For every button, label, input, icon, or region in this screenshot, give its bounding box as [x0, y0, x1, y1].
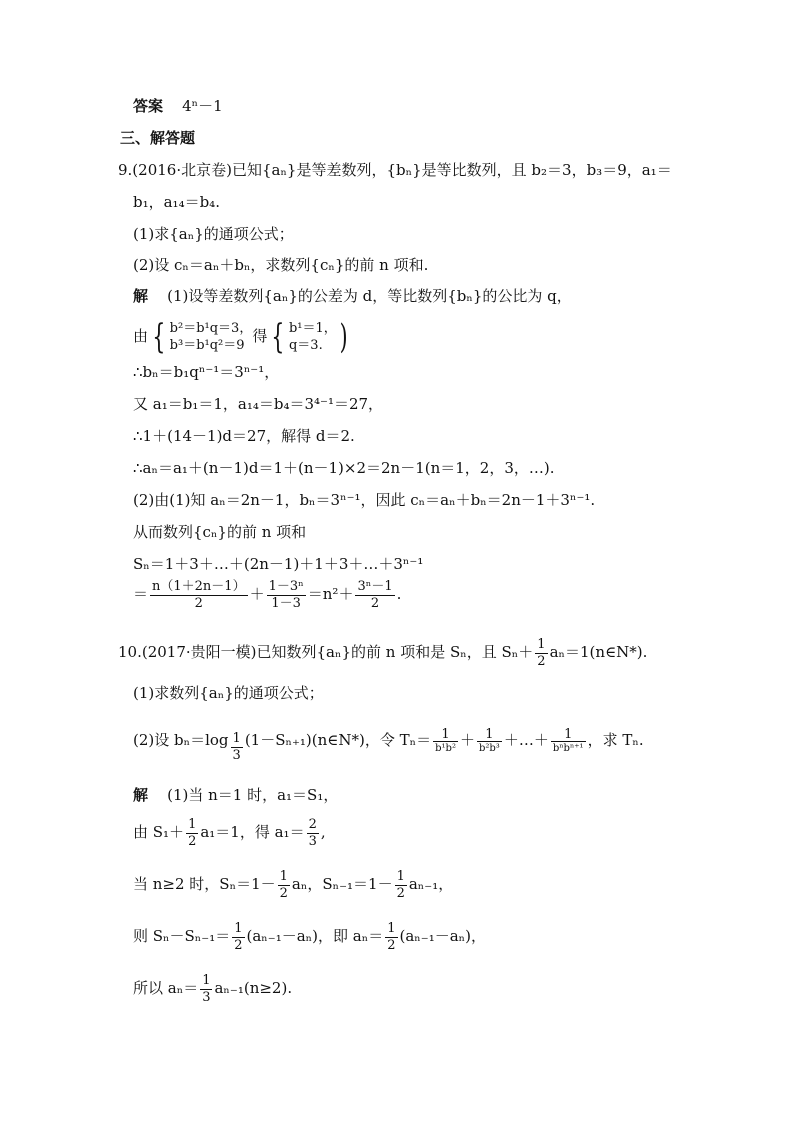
q9-sum-result: ＝ $\frac{n(1+2n-1)}{2}$ ＋ $\frac{\text{1－3ⁿ}}{1-3}$ ＝n²＋ $\frac{\text{3ⁿ－1}}{2}$ .	[133, 578, 402, 611]
q10-step5: 所以 aₙ＝ $\frac{1}{3}$ aₙ₋₁(n≥2).	[133, 972, 293, 1005]
q9-solution-label: 解	[133, 287, 149, 305]
system-left	[170, 320, 253, 354]
fraction-log-base: $\frac{1}{3}$	[232, 731, 241, 763]
system-then: 得	[252, 327, 268, 345]
answer-line	[133, 96, 223, 116]
fraction: $\frac{\text{3ⁿ－1}}{2}$	[357, 578, 393, 611]
fraction: $\frac{1}{3}$	[202, 972, 211, 1005]
fraction: $\frac{1}{2}$	[387, 920, 396, 953]
left-brace: {	[271, 317, 285, 357]
fraction-term2: $\frac{1}{\text{b²b³}}$	[478, 726, 500, 754]
q9-step8: 从而数列{cₙ}的前 n 项和	[133, 523, 307, 541]
q9-solution-line1	[133, 286, 572, 306]
fraction: $\frac{n(1+2n-1)}{2}$	[152, 578, 246, 611]
q9-step4: 又 a₁＝b₁＝1，a₁₄＝b₄＝3⁴⁻¹＝27，	[133, 395, 384, 413]
fraction-termn: $\frac{1}{\text{bⁿbⁿ⁺¹}}$	[552, 726, 584, 754]
fraction-term1: $\frac{1}{\text{b¹b²}}$	[435, 726, 456, 754]
q10-step4: 则 Sₙ－Sₙ₋₁＝ $\frac{1}{2}$ (aₙ₋₁－aₙ)，即 aₙ＝ $\frac{1}{2}$ (aₙ₋₁－aₙ)，	[133, 920, 486, 953]
q9-step3: ∴bₙ＝b₁qⁿ⁻¹＝3ⁿ⁻¹，	[133, 363, 280, 381]
fraction: $\frac{1}{2}$	[279, 868, 288, 901]
system-prefix: 由	[133, 327, 149, 345]
right-brace: )	[339, 317, 348, 357]
answer-value: 4ⁿ－1	[182, 97, 223, 115]
section-heading: 三、解答题	[120, 129, 196, 147]
q10-step2: 由 S₁＋ $\frac{1}{2}$ a₁＝1，得 a₁＝ $\frac{2}{3}$ ,	[133, 816, 326, 849]
fraction: $\frac{1}{2}$	[234, 920, 243, 953]
system-right-eq2: q＝3.	[288, 338, 323, 353]
fraction: $\frac{\text{1－3ⁿ}}{1-3}$	[268, 578, 304, 611]
system-left-eq1: b²＝b¹q＝3，	[169, 321, 253, 336]
system-right-eq1: b¹＝1，	[288, 321, 337, 336]
q10-solution-label: 解	[133, 786, 149, 804]
q9-solution-text: (1)设等差数列{aₙ}的公差为 d，等比数列{bₙ}的公比为 q，	[167, 287, 572, 305]
system-left-eq2: b³＝b¹q²＝9	[169, 338, 245, 353]
fraction: $\frac{2}{3}$	[308, 816, 317, 849]
q9-sum-expression: Sₙ＝1＋3＋…＋(2n－1)＋1＋3＋…＋3ⁿ⁻¹	[133, 555, 424, 573]
system-right	[289, 320, 337, 354]
q10-step3: 当 n≥2 时，Sₙ＝1－ $\frac{1}{2}$ aₙ，Sₙ₋₁＝1－ $\frac{1}{2}$ aₙ₋₁，	[133, 868, 454, 901]
q10-stem: 10.(2017·贵阳一模)已知数列{aₙ}的前 n 项和是 Sₙ，且 Sₙ＋ $\frac{1}{2}$ aₙ＝1(n∈N*).	[118, 636, 648, 669]
q9-step7: (2)由(1)知 aₙ＝2n－1，bₙ＝3ⁿ⁻¹，因此 cₙ＝aₙ＋bₙ＝2n－1＋3ⁿ⁻¹.	[133, 491, 596, 509]
q9-stem-line2: b₁，a₁₄＝b₄.	[133, 193, 220, 211]
q9-equation-system	[133, 317, 350, 357]
q9-part1: (1)求{aₙ}的通项公式；	[133, 225, 294, 243]
q9-step5: ∴1＋(14－1)d＝27，解得 d＝2.	[133, 427, 355, 445]
fraction: $\frac{1}{2}$	[396, 868, 405, 901]
fraction-half: $\frac{1}{2}$	[537, 636, 546, 669]
left-brace: {	[152, 317, 166, 357]
q10-solution-line1: 解 (1)当 n＝1 时，a₁＝S₁，	[133, 786, 339, 804]
answer-label: 答案	[133, 97, 164, 115]
q9-part2: (2)设 cₙ＝aₙ＋bₙ，求数列{cₙ}的前 n 项和.	[133, 256, 429, 274]
q9-stem-line1: 9.(2016·北京卷)已知{aₙ}是等差数列，{bₙ}是等比数列，且 b₂＝3，b₃＝9，a₁＝	[118, 161, 672, 179]
q10-part2: (2)设 bₙ＝log $\frac{1}{3}$ (1－Sₙ₊₁)(n∈N*)，令 Tₙ＝ $\frac{1}{\text{b¹b²}}$ ＋ $\frac{1}{\text{b²b³}}$ ＋…＋ $\frac{1}{\text{bⁿbⁿ⁺¹}}$ ，求 Tₙ.	[133, 726, 644, 763]
fraction: $\frac{1}{2}$	[188, 816, 197, 849]
q10-part1: (1)求数列{aₙ}的通项公式；	[133, 684, 324, 702]
q9-step6: ∴aₙ＝a₁＋(n－1)d＝1＋(n－1)×2＝2n－1(n＝1，2，3，…).	[133, 459, 555, 477]
